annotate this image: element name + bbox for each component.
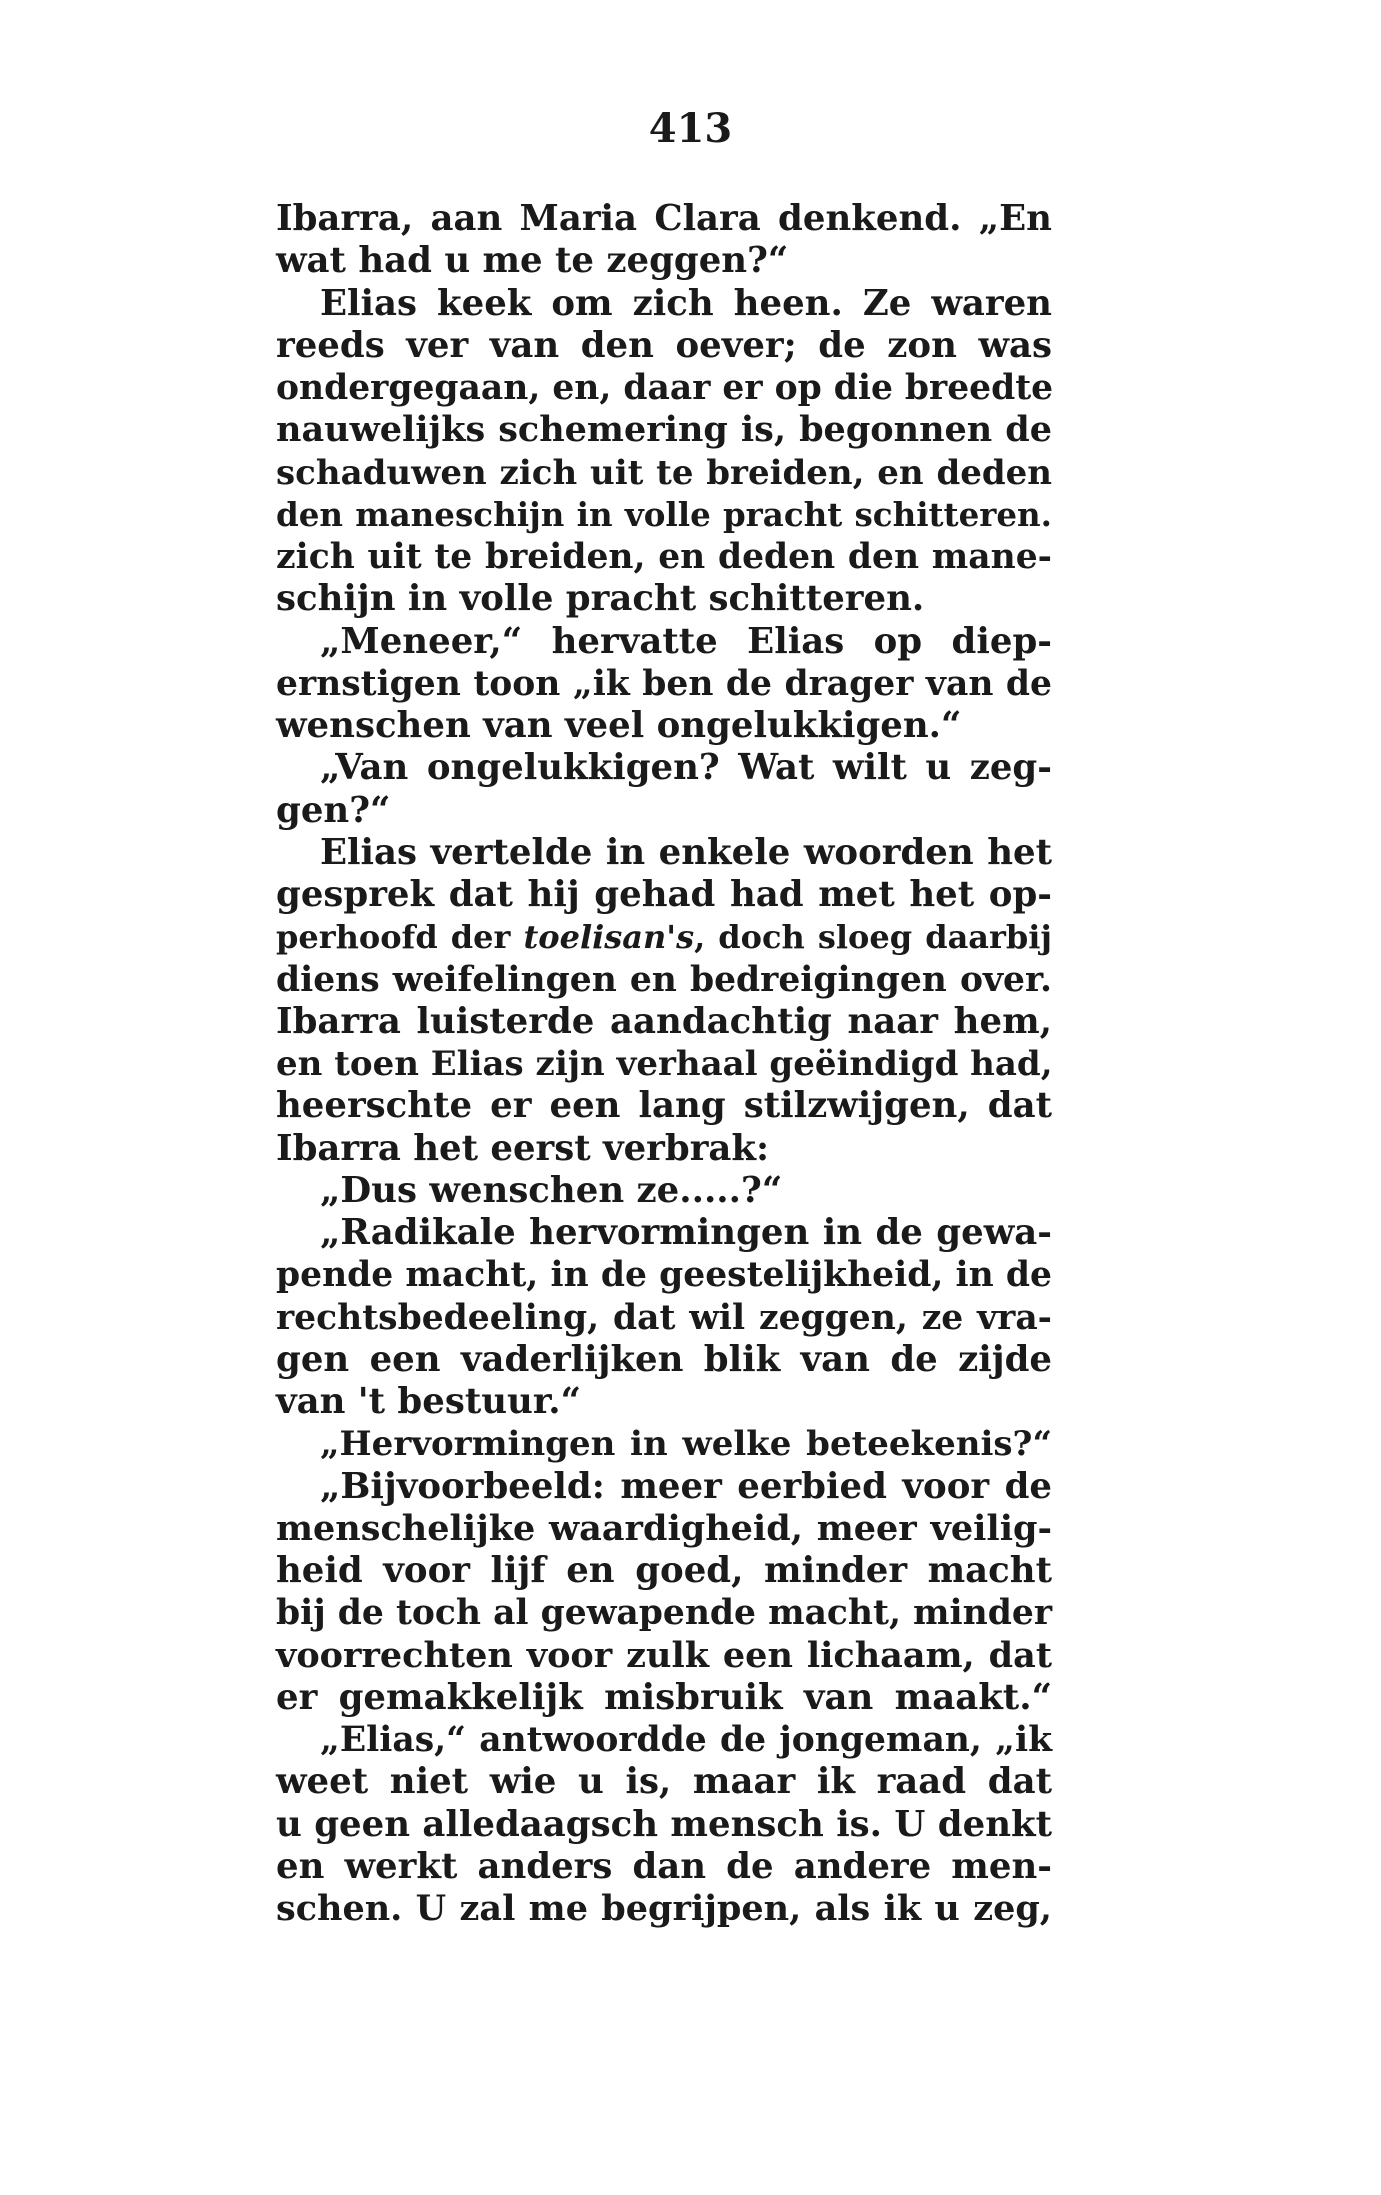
text-line: schen. U zal me begrijpen, als ik u zeg, [276,1888,1052,1929]
text-line: gesprek dat hij gehad had met het op- [276,874,1052,915]
text-line: diens weifelingen en bedreigingen over. [276,959,1052,1000]
text-line: „Meneer,“ hervatte Elias op diep- [320,620,1052,662]
text-line: en toen Elias zijn verhaal geëindigd had, [276,1044,1053,1084]
text-line: „Hervormingen in welke beteekenis?“ [320,1424,1052,1465]
text-line: „Elias,“ antwoordde de jongeman, „ik [320,1720,1052,1760]
text-line: ernstigen toon „ik ben de drager van de [276,663,1052,704]
text-line: „Radikale hervormingen in de gewa- [320,1212,1052,1253]
text-line: „Van ongelukkigen? Wat wilt u zeg- [320,747,1052,789]
text-line: ondergegaan, en, daar er op die breedte [276,368,1054,408]
text-line: den maneschijn in volle pracht schitteren. [276,494,1052,534]
text-line: wenschen van veel ongelukkigen.“ [276,705,962,746]
text-line: Ibarra luisterde aandachtig naar hem, [276,1000,1052,1042]
text-line: weet niet wie u is, maar ik raad dat [276,1761,1052,1803]
text-line: Ibarra, aan Maria Clara denkend. „En [276,198,1052,239]
text-line: Ibarra het eerst verbrak: [276,1127,770,1169]
text-line: van 't bestuur.“ [276,1381,582,1422]
text-line: voorrechten voor zulk een lichaam, dat [276,1634,1052,1676]
text-line: u geen alledaagsch mensch is. U denkt [276,1803,1052,1845]
text-line: nauwelijks schemering is, begonnen de [276,409,1052,451]
text-line: „Dus wenschen ze.....?“ [320,1169,783,1211]
body-text [276,198,1052,1930]
text-line: Elias vertelde in enkele woorden het [320,831,1052,873]
text-line: schijn in volle pracht schitteren. [276,578,925,620]
text-line: wat had u me te zeggen?“ [276,240,789,282]
text-line: schaduwen zich uit te breiden, en deden [276,452,1052,493]
text-line: perhoofd der toelisan's, doch sloeg daarbij [276,918,1053,957]
page-number: 413 [648,105,733,152]
text-line: Elias keek om zich heen. Ze waren [320,282,1052,324]
text-line: bij de toch al gewapende macht, minder [276,1593,1052,1634]
text-line: er gemakkelijk misbruik van maakt.“ [276,1676,1052,1718]
text-line: heerschte er een lang stilzwijgen, dat [276,1085,1052,1127]
text-line: en werkt anders dan de andere men- [276,1845,1052,1887]
text-line: menschelijke waardigheid, meer veilig- [276,1507,1052,1549]
text-line: pende macht, in de geestelijkheid, in de [276,1255,1052,1296]
text-line: zich uit te breiden, en deden den mane- [276,537,1052,577]
text-line: „Bijvoorbeeld: meer eerbied voor de [320,1465,1052,1507]
text-line: rechtsbedeeling, dat wil zeggen, ze vra- [276,1297,1052,1338]
text-line: reeds ver van den oever; de zon was [276,324,1052,366]
text-line: gen?“ [276,789,391,831]
italic-term: toelisan's [523,918,695,957]
text-line: gen een vaderlijken blik van de zijde [276,1338,1052,1380]
text-line: heid voor lijf en goed, minder macht [276,1550,1052,1591]
